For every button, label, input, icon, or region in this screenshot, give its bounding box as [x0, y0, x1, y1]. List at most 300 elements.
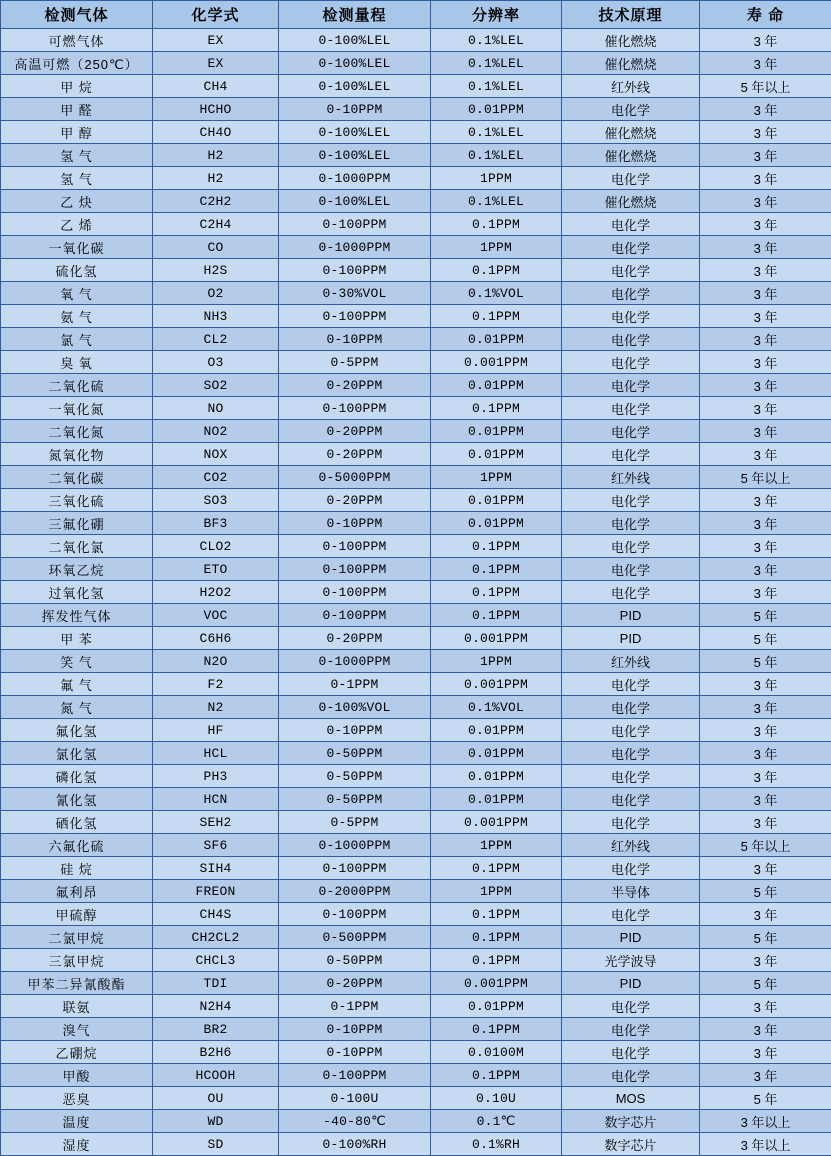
- cell-gas: 硅 烷: [1, 857, 153, 880]
- cell-formula: CL2: [153, 328, 279, 351]
- cell-formula: NH3: [153, 305, 279, 328]
- cell-resolution: 0.1%LEL: [431, 144, 562, 167]
- cell-formula: HCL: [153, 742, 279, 765]
- cell-range: 0-20PPM: [279, 420, 431, 443]
- cell-resolution: 0.1PPM: [431, 1064, 562, 1087]
- cell-principle: 电化学: [562, 328, 700, 351]
- cell-principle: 红外线: [562, 650, 700, 673]
- cell-formula: HF: [153, 719, 279, 742]
- cell-gas: 甲 烷: [1, 75, 153, 98]
- cell-range: 0-100%LEL: [279, 121, 431, 144]
- cell-formula: SIH4: [153, 857, 279, 880]
- table-row: [1, 719, 831, 742]
- cell-lifetime: 3 年: [700, 788, 831, 811]
- cell-formula: H2O2: [153, 581, 279, 604]
- cell-formula: PH3: [153, 765, 279, 788]
- cell-gas: 氢 气: [1, 167, 153, 190]
- table-row: [1, 144, 831, 167]
- cell-principle: 催化燃烧: [562, 190, 700, 213]
- cell-principle: 电化学: [562, 259, 700, 282]
- table-row: [1, 834, 831, 857]
- cell-principle: 电化学: [562, 995, 700, 1018]
- table-header-row: [1, 1, 831, 29]
- cell-gas: 笑 气: [1, 650, 153, 673]
- table-row: [1, 535, 831, 558]
- cell-principle: 电化学: [562, 98, 700, 121]
- cell-principle: 电化学: [562, 1018, 700, 1041]
- cell-range: 0-1000PPM: [279, 167, 431, 190]
- cell-lifetime: 3 年: [700, 282, 831, 305]
- cell-lifetime: 3 年: [700, 535, 831, 558]
- cell-formula: NO: [153, 397, 279, 420]
- cell-gas: 一氧化碳: [1, 236, 153, 259]
- cell-resolution: 1PPM: [431, 834, 562, 857]
- cell-lifetime: 3 年: [700, 144, 831, 167]
- table-row: [1, 696, 831, 719]
- column-header-range: 检测量程: [279, 1, 431, 29]
- cell-formula: BR2: [153, 1018, 279, 1041]
- cell-principle: 电化学: [562, 788, 700, 811]
- table-row: [1, 489, 831, 512]
- cell-principle: 催化燃烧: [562, 29, 700, 52]
- cell-resolution: 0.01PPM: [431, 719, 562, 742]
- cell-range: 0-30%VOL: [279, 282, 431, 305]
- cell-formula: C6H6: [153, 627, 279, 650]
- cell-range: 0-20PPM: [279, 627, 431, 650]
- cell-principle: PID: [562, 972, 700, 995]
- cell-resolution: 0.01PPM: [431, 420, 562, 443]
- cell-range: 0-100PPM: [279, 397, 431, 420]
- cell-resolution: 0.01PPM: [431, 489, 562, 512]
- cell-lifetime: 3 年: [700, 1018, 831, 1041]
- cell-principle: 催化燃烧: [562, 52, 700, 75]
- cell-lifetime: 3 年: [700, 558, 831, 581]
- table-row: [1, 673, 831, 696]
- cell-principle: 电化学: [562, 581, 700, 604]
- cell-gas: 恶臭: [1, 1087, 153, 1110]
- table-row: [1, 627, 831, 650]
- cell-resolution: 0.01PPM: [431, 788, 562, 811]
- cell-formula: CHCL3: [153, 949, 279, 972]
- cell-formula: EX: [153, 52, 279, 75]
- table-row: [1, 466, 831, 489]
- table-row: [1, 259, 831, 282]
- table-row: [1, 420, 831, 443]
- cell-resolution: 0.001PPM: [431, 627, 562, 650]
- cell-principle: 电化学: [562, 374, 700, 397]
- cell-lifetime: 3 年: [700, 190, 831, 213]
- cell-resolution: 0.1PPM: [431, 397, 562, 420]
- cell-principle: 电化学: [562, 558, 700, 581]
- cell-resolution: 0.1%VOL: [431, 696, 562, 719]
- cell-lifetime: 3 年: [700, 857, 831, 880]
- cell-formula: OU: [153, 1087, 279, 1110]
- cell-range: 0-5PPM: [279, 351, 431, 374]
- cell-gas: 甲 苯: [1, 627, 153, 650]
- cell-range: 0-100PPM: [279, 213, 431, 236]
- cell-principle: 电化学: [562, 236, 700, 259]
- table-row: [1, 52, 831, 75]
- table-row: [1, 443, 831, 466]
- cell-gas: 氧 气: [1, 282, 153, 305]
- cell-gas: 高温可燃（250℃）: [1, 52, 153, 75]
- cell-range: 0-20PPM: [279, 443, 431, 466]
- cell-resolution: 0.1%RH: [431, 1133, 562, 1156]
- table-row: [1, 397, 831, 420]
- cell-principle: 催化燃烧: [562, 121, 700, 144]
- cell-gas: 二氧化氮: [1, 420, 153, 443]
- cell-gas: 甲硫醇: [1, 903, 153, 926]
- table-row: [1, 305, 831, 328]
- cell-lifetime: 3 年: [700, 765, 831, 788]
- cell-formula: N2O: [153, 650, 279, 673]
- cell-principle: 电化学: [562, 167, 700, 190]
- cell-range: 0-100U: [279, 1087, 431, 1110]
- cell-lifetime: 5 年以上: [700, 75, 831, 98]
- cell-formula: H2: [153, 144, 279, 167]
- cell-range: 0-20PPM: [279, 972, 431, 995]
- cell-lifetime: 5 年: [700, 650, 831, 673]
- cell-lifetime: 3 年: [700, 305, 831, 328]
- cell-gas: 氮氧化物: [1, 443, 153, 466]
- cell-range: 0-20PPM: [279, 374, 431, 397]
- cell-lifetime: 3 年以上: [700, 1110, 831, 1133]
- cell-lifetime: 3 年: [700, 696, 831, 719]
- cell-gas: 三氧化硫: [1, 489, 153, 512]
- cell-principle: 电化学: [562, 535, 700, 558]
- cell-gas: 氯化氢: [1, 742, 153, 765]
- cell-formula: C2H2: [153, 190, 279, 213]
- cell-lifetime: 3 年: [700, 420, 831, 443]
- cell-resolution: 0.01PPM: [431, 374, 562, 397]
- table-row: [1, 190, 831, 213]
- cell-lifetime: 3 年: [700, 512, 831, 535]
- table-row: [1, 512, 831, 535]
- cell-formula: CO2: [153, 466, 279, 489]
- table-row: [1, 1018, 831, 1041]
- cell-gas: 二氧化氯: [1, 535, 153, 558]
- table-body: [1, 29, 831, 1156]
- cell-gas: 氟化氢: [1, 719, 153, 742]
- cell-principle: 电化学: [562, 351, 700, 374]
- cell-resolution: 0.1%LEL: [431, 190, 562, 213]
- cell-gas: 硒化氢: [1, 811, 153, 834]
- cell-gas: 氢 气: [1, 144, 153, 167]
- table-row: [1, 926, 831, 949]
- table-row: [1, 328, 831, 351]
- cell-formula: F2: [153, 673, 279, 696]
- cell-resolution: 0.1PPM: [431, 926, 562, 949]
- cell-resolution: 0.1PPM: [431, 535, 562, 558]
- cell-formula: NOX: [153, 443, 279, 466]
- column-header-resolution: 分辨率: [431, 1, 562, 29]
- cell-gas: 二氧化硫: [1, 374, 153, 397]
- cell-principle: 电化学: [562, 420, 700, 443]
- cell-formula: EX: [153, 29, 279, 52]
- table-row: [1, 581, 831, 604]
- cell-resolution: 0.1PPM: [431, 558, 562, 581]
- cell-formula: FREON: [153, 880, 279, 903]
- cell-resolution: 1PPM: [431, 650, 562, 673]
- cell-lifetime: 3 年: [700, 236, 831, 259]
- cell-range: 0-100PPM: [279, 535, 431, 558]
- cell-principle: 电化学: [562, 489, 700, 512]
- cell-lifetime: 3 年: [700, 443, 831, 466]
- cell-principle: 电化学: [562, 443, 700, 466]
- cell-lifetime: 3 年: [700, 397, 831, 420]
- cell-gas: 乙硼烷: [1, 1041, 153, 1064]
- table-header: [1, 1, 831, 29]
- cell-gas: 氨 气: [1, 305, 153, 328]
- cell-range: 0-50PPM: [279, 788, 431, 811]
- cell-lifetime: 3 年: [700, 1064, 831, 1087]
- table-row: [1, 903, 831, 926]
- cell-principle: 电化学: [562, 742, 700, 765]
- cell-formula: N2H4: [153, 995, 279, 1018]
- cell-lifetime: 3 年: [700, 213, 831, 236]
- column-header-lifetime: 寿 命: [700, 1, 831, 29]
- cell-resolution: 0.001PPM: [431, 673, 562, 696]
- cell-resolution: 0.01PPM: [431, 512, 562, 535]
- cell-principle: 电化学: [562, 213, 700, 236]
- cell-resolution: 0.01PPM: [431, 765, 562, 788]
- cell-formula: CH4: [153, 75, 279, 98]
- cell-formula: VOC: [153, 604, 279, 627]
- cell-lifetime: 3 年: [700, 374, 831, 397]
- cell-range: 0-500PPM: [279, 926, 431, 949]
- cell-range: 0-100PPM: [279, 604, 431, 627]
- cell-gas: 乙 烯: [1, 213, 153, 236]
- cell-range: 0-50PPM: [279, 949, 431, 972]
- cell-range: 0-100%VOL: [279, 696, 431, 719]
- cell-lifetime: 3 年: [700, 167, 831, 190]
- cell-principle: 催化燃烧: [562, 144, 700, 167]
- cell-gas: 氰化氢: [1, 788, 153, 811]
- cell-range: 0-100PPM: [279, 903, 431, 926]
- cell-gas: 乙 炔: [1, 190, 153, 213]
- cell-lifetime: 3 年以上: [700, 1133, 831, 1156]
- cell-lifetime: 3 年: [700, 259, 831, 282]
- cell-principle: 红外线: [562, 466, 700, 489]
- cell-formula: CO: [153, 236, 279, 259]
- cell-resolution: 0.10U: [431, 1087, 562, 1110]
- cell-formula: SEH2: [153, 811, 279, 834]
- cell-range: 0-100PPM: [279, 857, 431, 880]
- cell-lifetime: 5 年: [700, 926, 831, 949]
- cell-lifetime: 5 年: [700, 972, 831, 995]
- cell-resolution: 0.0100M: [431, 1041, 562, 1064]
- table-row: [1, 650, 831, 673]
- table-row: [1, 742, 831, 765]
- cell-lifetime: 3 年: [700, 742, 831, 765]
- cell-range: 0-5000PPM: [279, 466, 431, 489]
- cell-resolution: 0.1%LEL: [431, 52, 562, 75]
- cell-principle: 电化学: [562, 512, 700, 535]
- cell-resolution: 0.001PPM: [431, 351, 562, 374]
- cell-gas: 甲酸: [1, 1064, 153, 1087]
- cell-formula: N2: [153, 696, 279, 719]
- cell-gas: 氟利昂: [1, 880, 153, 903]
- table-row: [1, 167, 831, 190]
- cell-lifetime: 3 年: [700, 719, 831, 742]
- cell-gas: 甲 醇: [1, 121, 153, 144]
- cell-principle: PID: [562, 604, 700, 627]
- cell-formula: HCHO: [153, 98, 279, 121]
- cell-range: 0-100PPM: [279, 581, 431, 604]
- cell-formula: HCN: [153, 788, 279, 811]
- cell-gas: 湿度: [1, 1133, 153, 1156]
- cell-resolution: 0.01PPM: [431, 98, 562, 121]
- cell-lifetime: 3 年: [700, 949, 831, 972]
- table-row: [1, 995, 831, 1018]
- cell-gas: 甲苯二异氰酸酯: [1, 972, 153, 995]
- cell-principle: 电化学: [562, 903, 700, 926]
- cell-range: 0-10PPM: [279, 1018, 431, 1041]
- cell-lifetime: 5 年: [700, 604, 831, 627]
- cell-gas: 二氧化碳: [1, 466, 153, 489]
- cell-principle: 电化学: [562, 811, 700, 834]
- cell-lifetime: 5 年: [700, 1087, 831, 1110]
- cell-principle: 数字芯片: [562, 1110, 700, 1133]
- cell-range: 0-100PPM: [279, 259, 431, 282]
- column-header-gas: 检测气体: [1, 1, 153, 29]
- cell-principle: 电化学: [562, 765, 700, 788]
- cell-range: 0-50PPM: [279, 742, 431, 765]
- cell-range: 0-100PPM: [279, 1064, 431, 1087]
- cell-gas: 可燃气体: [1, 29, 153, 52]
- cell-range: 0-1000PPM: [279, 650, 431, 673]
- table-row: [1, 121, 831, 144]
- cell-lifetime: 3 年: [700, 98, 831, 121]
- cell-formula: BF3: [153, 512, 279, 535]
- cell-formula: SO3: [153, 489, 279, 512]
- cell-formula: SD: [153, 1133, 279, 1156]
- cell-resolution: 0.1PPM: [431, 305, 562, 328]
- cell-gas: 二氯甲烷: [1, 926, 153, 949]
- cell-resolution: 0.001PPM: [431, 972, 562, 995]
- cell-principle: 电化学: [562, 305, 700, 328]
- cell-resolution: 0.01PPM: [431, 443, 562, 466]
- cell-principle: 电化学: [562, 1064, 700, 1087]
- cell-gas: 三氟化硼: [1, 512, 153, 535]
- cell-principle: 红外线: [562, 75, 700, 98]
- cell-range: 0-100%LEL: [279, 52, 431, 75]
- cell-resolution: 0.1℃: [431, 1110, 562, 1133]
- cell-resolution: 0.1%LEL: [431, 29, 562, 52]
- cell-resolution: 0.1PPM: [431, 857, 562, 880]
- table-row: [1, 880, 831, 903]
- cell-resolution: 1PPM: [431, 167, 562, 190]
- cell-range: 0-1000PPM: [279, 834, 431, 857]
- cell-principle: 电化学: [562, 719, 700, 742]
- cell-gas: 硫化氢: [1, 259, 153, 282]
- cell-lifetime: 3 年: [700, 903, 831, 926]
- cell-formula: CH4O: [153, 121, 279, 144]
- cell-resolution: 0.001PPM: [431, 811, 562, 834]
- cell-lifetime: 3 年: [700, 351, 831, 374]
- cell-gas: 氟 气: [1, 673, 153, 696]
- table-row: [1, 374, 831, 397]
- cell-range: 0-100PPM: [279, 305, 431, 328]
- table-row: [1, 1133, 831, 1156]
- cell-formula: O2: [153, 282, 279, 305]
- cell-resolution: 0.01PPM: [431, 995, 562, 1018]
- cell-range: 0-100%LEL: [279, 190, 431, 213]
- cell-range: 0-10PPM: [279, 719, 431, 742]
- cell-principle: 半导体: [562, 880, 700, 903]
- cell-principle: PID: [562, 627, 700, 650]
- cell-lifetime: 3 年: [700, 52, 831, 75]
- cell-range: 0-10PPM: [279, 1041, 431, 1064]
- cell-range: 0-10PPM: [279, 328, 431, 351]
- table-row: [1, 29, 831, 52]
- cell-lifetime: 5 年以上: [700, 466, 831, 489]
- table-row: [1, 765, 831, 788]
- cell-formula: TDI: [153, 972, 279, 995]
- cell-gas: 臭 氧: [1, 351, 153, 374]
- table-row: [1, 75, 831, 98]
- cell-principle: 红外线: [562, 834, 700, 857]
- table-row: [1, 1064, 831, 1087]
- cell-principle: 电化学: [562, 673, 700, 696]
- cell-formula: H2S: [153, 259, 279, 282]
- table-row: [1, 857, 831, 880]
- cell-resolution: 0.01PPM: [431, 328, 562, 351]
- table-row: [1, 558, 831, 581]
- table-row: [1, 972, 831, 995]
- table-row: [1, 1041, 831, 1064]
- cell-principle: 数字芯片: [562, 1133, 700, 1156]
- table-row: [1, 213, 831, 236]
- cell-formula: CLO2: [153, 535, 279, 558]
- cell-range: 0-5PPM: [279, 811, 431, 834]
- cell-range: 0-10PPM: [279, 98, 431, 121]
- cell-gas: 磷化氢: [1, 765, 153, 788]
- cell-formula: O3: [153, 351, 279, 374]
- cell-range: 0-1PPM: [279, 673, 431, 696]
- cell-lifetime: 5 年: [700, 880, 831, 903]
- cell-gas: 环氧乙烷: [1, 558, 153, 581]
- cell-formula: NO2: [153, 420, 279, 443]
- cell-lifetime: 3 年: [700, 673, 831, 696]
- cell-range: 0-2000PPM: [279, 880, 431, 903]
- table-row: [1, 98, 831, 121]
- cell-resolution: 1PPM: [431, 466, 562, 489]
- cell-formula: ETO: [153, 558, 279, 581]
- cell-gas: 三氯甲烷: [1, 949, 153, 972]
- cell-lifetime: 3 年: [700, 581, 831, 604]
- cell-resolution: 0.1PPM: [431, 581, 562, 604]
- cell-resolution: 0.01PPM: [431, 742, 562, 765]
- cell-resolution: 0.1PPM: [431, 1018, 562, 1041]
- cell-gas: 氮 气: [1, 696, 153, 719]
- cell-formula: SO2: [153, 374, 279, 397]
- cell-gas: 溴气: [1, 1018, 153, 1041]
- cell-range: 0-100%LEL: [279, 144, 431, 167]
- cell-gas: 氯 气: [1, 328, 153, 351]
- cell-lifetime: 5 年: [700, 627, 831, 650]
- cell-range: 0-100%LEL: [279, 29, 431, 52]
- table-row: [1, 351, 831, 374]
- cell-resolution: 1PPM: [431, 880, 562, 903]
- cell-formula: C2H4: [153, 213, 279, 236]
- cell-range: 0-100%RH: [279, 1133, 431, 1156]
- cell-range: 0-1PPM: [279, 995, 431, 1018]
- cell-resolution: 0.1%LEL: [431, 75, 562, 98]
- cell-range: 0-10PPM: [279, 512, 431, 535]
- cell-resolution: 0.1PPM: [431, 903, 562, 926]
- cell-gas: 一氧化氮: [1, 397, 153, 420]
